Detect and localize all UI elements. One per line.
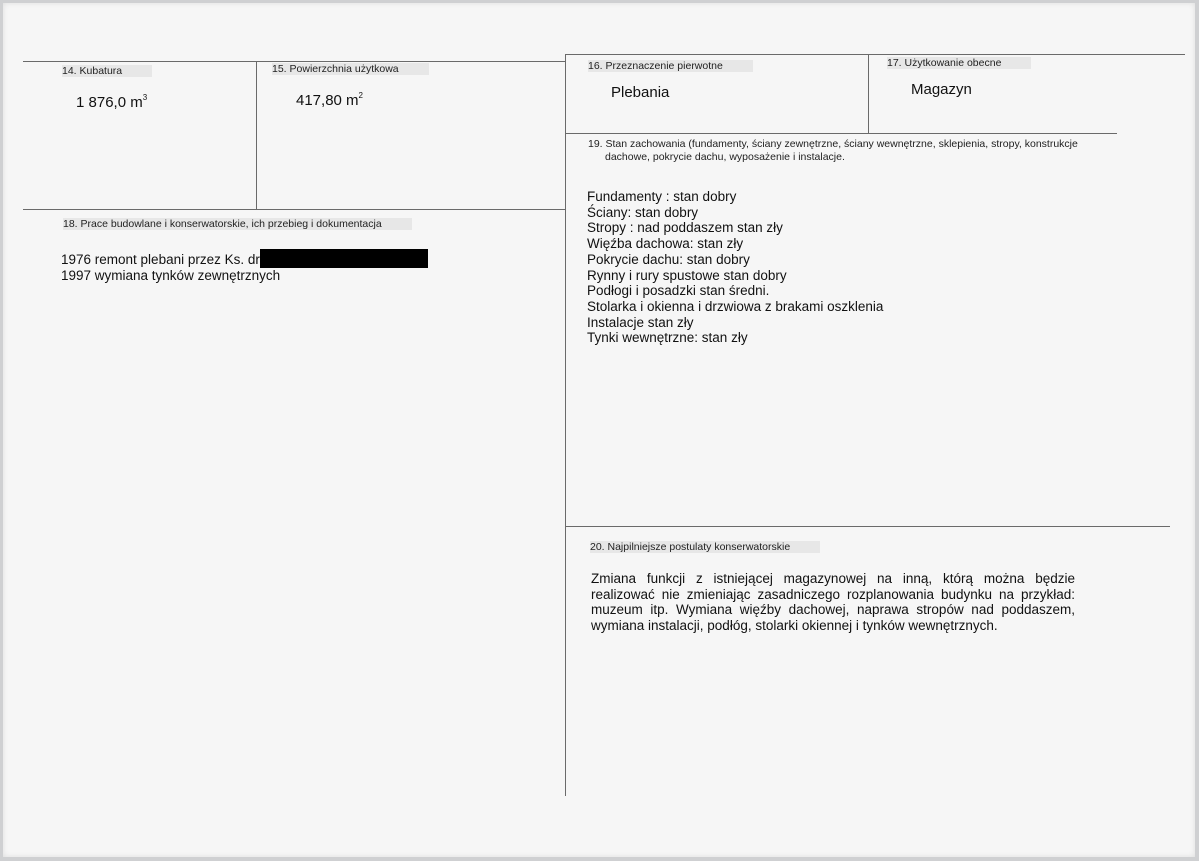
rule-v-center: [565, 54, 566, 796]
field-16-label: 16. Przeznaczenie pierwotne: [588, 60, 753, 73]
field-14-value: [76, 89, 147, 112]
rule-top-left: [23, 61, 565, 62]
field-18-entry: 1976 remont plebani przez Ks. dr: [61, 249, 428, 268]
field-15-label: 15. Powierzchnia użytkowa: [272, 63, 429, 76]
rule-above-20: [565, 526, 1170, 527]
field-19-label: 19. Stan zachowania (fundamenty, ściany zewnętrzne, ściany wewnętrzne, sklepienia, stropy, konstrukcje dachowe, pokrycie dachu, wyposażenie i instalacje.: [588, 138, 1078, 163]
field-19-condition-list: [587, 189, 883, 346]
condition-line: Fundamenty : stan dobry: [587, 189, 737, 204]
rule-v-14-15: [256, 61, 257, 209]
redaction-bar: [260, 249, 428, 268]
field-15-unit-exponent: 2: [358, 91, 363, 100]
field-14-value-text: 1 876,0 m: [76, 94, 143, 111]
rule-top-right: [565, 54, 1185, 55]
field-20-text: Zmiana funkcji z istniejącej magazynowej na inną, którą można będzie realizować nie zmieniając zasadniczego rozplanowania budynku na przykład: muzeum itp. Wymiana więźby dachowej, naprawa stropów nad poddaszem, wymiana instalacji, podłóg, stolarki okiennej i tynków wewnętrznych.: [591, 571, 1075, 633]
condition-line: Rynny i rury spustowe stan dobry: [587, 267, 787, 283]
condition-line: Tynki wewnętrzne: stan zły: [587, 330, 748, 346]
field-20-label: 20. Najpilniejsze postulaty konserwatorskie: [590, 541, 820, 554]
condition-line: Instalacje stan zły: [587, 314, 694, 330]
rule-under-16-17: [565, 133, 1117, 134]
field-15-value-text: 417,80 m: [296, 92, 359, 109]
rule-v-16-17: [868, 54, 869, 133]
condition-line: Podłogi i posadzki stan średni.: [587, 283, 770, 299]
field-15-value: [296, 87, 363, 110]
field-18-entries: [61, 249, 428, 284]
condition-line: Więźba dachowa: stan zły: [587, 236, 744, 252]
field-18-label: 18. Prace budowlane i konserwatorskie, ich przebieg i dokumentacja: [63, 218, 412, 231]
field-17-label: 17. Użytkowanie obecne: [887, 57, 1031, 70]
condition-line: Stolarka i okienna i drzwiowa z brakami oszklenia: [587, 298, 884, 314]
field-17-value: Magazyn: [911, 81, 972, 98]
field-14-label: 14. Kubatura: [62, 65, 152, 78]
field-18-entry: 1997 wymiana tynków zewnętrznych: [61, 268, 281, 283]
condition-line: Ściany: stan dobry: [587, 204, 699, 220]
rule-under-14-15: [23, 209, 565, 210]
condition-line: Pokrycie dachu: stan dobry: [587, 251, 750, 267]
condition-line: Stropy : nad poddaszem stan zły: [587, 220, 783, 236]
field-16-value: Plebania: [611, 84, 670, 101]
field-14-unit-exponent: 3: [142, 93, 148, 102]
record-card-sheet: [3, 3, 1195, 857]
